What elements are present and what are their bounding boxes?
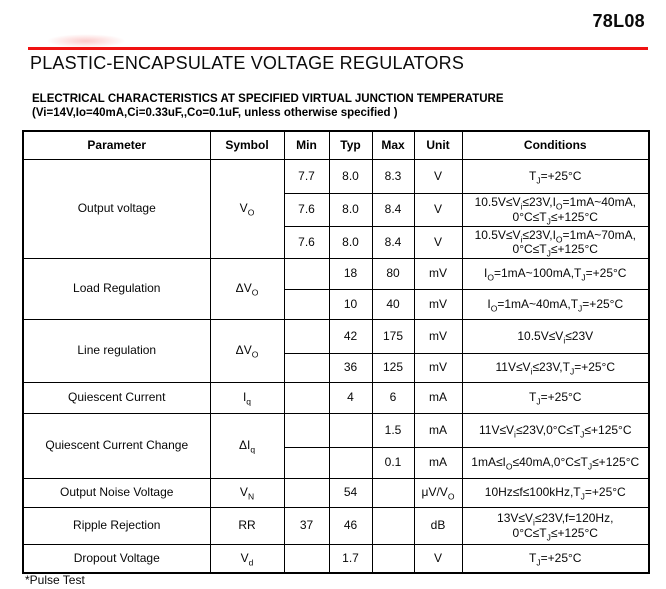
cell-conditions: $I_O=1mA\sim 100mA,T_J=+25^\circ C$ (462, 258, 649, 289)
cell-symbol: $\Delta V_O$ (210, 258, 284, 319)
table-row (23, 544, 649, 573)
cell-conditions: $1mA\le I_O\le 40mA,0^\circ C\le T_J\le+125^\circ C$ (462, 447, 649, 478)
cell-unit: mV (414, 258, 462, 289)
cell-min (284, 382, 329, 413)
table-row (23, 478, 649, 507)
col-header-unit: Unit (414, 131, 462, 159)
col-header-parameter: Parameter (23, 131, 210, 159)
cell-typ: 18 (329, 258, 372, 289)
cell-min (284, 447, 329, 478)
cell-conditions: $T_J=+25^\circ C$ (462, 382, 649, 413)
table-row (23, 319, 649, 353)
cell-typ (329, 413, 372, 447)
cell-parameter: Output voltage (23, 159, 210, 258)
cell-unit: V (414, 544, 462, 573)
cell-min (284, 319, 329, 353)
cell-min (284, 289, 329, 319)
cell-min (284, 413, 329, 447)
cell-conditions: $11V\le V_i\le 23V,T_J=+25^\circ C$ (462, 353, 649, 382)
header-divider-line (28, 47, 648, 50)
cell-max: 6 (372, 382, 414, 413)
cell-symbol: $V_d$ (210, 544, 284, 573)
cell-parameter: Quiescent Current Change (23, 413, 210, 478)
cell-unit: dB (414, 507, 462, 544)
cell-unit: V (414, 226, 462, 258)
table-header-row (23, 131, 649, 159)
table-row (23, 159, 649, 193)
col-header-symbol: Symbol (210, 131, 284, 159)
cell-unit: $\mu V/V_O$ (414, 478, 462, 507)
col-header-max: Max (372, 131, 414, 159)
cell-min (284, 258, 329, 289)
cell-min: 7.6 (284, 193, 329, 226)
cell-max: 8.4 (372, 193, 414, 226)
cell-max (372, 507, 414, 544)
cell-unit: mA (414, 447, 462, 478)
cell-conditions: $T_J=+25^\circ C$ (462, 159, 649, 193)
cell-conditions: $13V\le V_i\le 23V,f=120Hz$, $0^\circ C\le T_J\le+125^\circ C$ (462, 507, 649, 544)
table-title-line2: (Vi=14V,Io=40mA,Ci=0.33uF,,Co=0.1uF, unless otherwise specified ) (32, 106, 398, 119)
cell-symbol: $V_O$ (210, 159, 284, 258)
part-number: 78L08 (592, 11, 645, 31)
cell-unit: mV (414, 353, 462, 382)
col-header-typ: Typ (329, 131, 372, 159)
cell-typ: 1.7 (329, 544, 372, 573)
cell-parameter: Output Noise Voltage (23, 478, 210, 507)
col-header-min: Min (284, 131, 329, 159)
cell-typ: 8.0 (329, 159, 372, 193)
page-title: PLASTIC-ENCAPSULATE VOLTAGE REGULATORS (30, 53, 465, 73)
cell-min: 7.6 (284, 226, 329, 258)
cell-unit: mV (414, 289, 462, 319)
cell-conditions: $10.5V\le V_i\le 23V,I_O=1mA\sim 40mA$, $0^\circ C\le T_J\le+125^\circ C$ (462, 193, 649, 226)
cell-min (284, 478, 329, 507)
cell-max: 80 (372, 258, 414, 289)
cell-typ: 54 (329, 478, 372, 507)
table-title-line1: ELECTRICAL CHARACTERISTICS AT SPECIFIED VIRTUAL JUNCTION TEMPERATURE (32, 93, 504, 105)
table-title (32, 93, 504, 120)
cell-unit: V (414, 159, 462, 193)
cell-typ: 8.0 (329, 226, 372, 258)
cell-min: 7.7 (284, 159, 329, 193)
faded-logo (46, 34, 126, 48)
cell-unit: mV (414, 319, 462, 353)
cell-typ: 36 (329, 353, 372, 382)
cell-parameter: Quiescent Current (23, 382, 210, 413)
cell-unit: mA (414, 382, 462, 413)
cell-max (372, 478, 414, 507)
cell-symbol: $I_q$ (210, 382, 284, 413)
cell-parameter: Line regulation (23, 319, 210, 382)
cell-conditions: $I_O=1mA\sim 40mA,T_J=+25^\circ C$ (462, 289, 649, 319)
col-header-conditions: Conditions (462, 131, 649, 159)
cell-typ (329, 447, 372, 478)
cell-conditions: $T_J=+25^\circ C$ (462, 544, 649, 573)
cell-min (284, 353, 329, 382)
table-row (23, 258, 649, 289)
cell-typ: 4 (329, 382, 372, 413)
cell-typ: 8.0 (329, 193, 372, 226)
cell-parameter: Dropout Voltage (23, 544, 210, 573)
cell-parameter: Ripple Rejection (23, 507, 210, 544)
cell-conditions: $10.5V\le V_i\le 23V,I_O=1mA\sim 70mA$, $0^\circ C\le T_J\le+125^\circ C$ (462, 226, 649, 258)
cell-unit: V (414, 193, 462, 226)
cell-max: 1.5 (372, 413, 414, 447)
cell-symbol: $\Delta I_q$ (210, 413, 284, 478)
cell-max: 125 (372, 353, 414, 382)
table-row (23, 382, 649, 413)
cell-typ: 42 (329, 319, 372, 353)
cell-conditions: $10Hz\le f\le 100kHz,T_J=+25^\circ C$ (462, 478, 649, 507)
cell-unit: mA (414, 413, 462, 447)
cell-symbol: $\Delta V_O$ (210, 319, 284, 382)
cell-symbol: RR (210, 507, 284, 544)
cell-max: 8.3 (372, 159, 414, 193)
cell-max: 175 (372, 319, 414, 353)
cell-min (284, 544, 329, 573)
cell-max: 40 (372, 289, 414, 319)
table-row (23, 413, 649, 447)
electrical-characteristics-table (22, 130, 650, 574)
cell-conditions: $11V\le V_i\le 23V,0^\circ C\le T_J\le+125^\circ C$ (462, 413, 649, 447)
table-row (23, 507, 649, 544)
cell-typ: 10 (329, 289, 372, 319)
cell-min: 37 (284, 507, 329, 544)
cell-max (372, 544, 414, 573)
cell-parameter: Load Regulation (23, 258, 210, 319)
cell-typ: 46 (329, 507, 372, 544)
cell-conditions: $10.5V\le V_i\le 23V$ (462, 319, 649, 353)
cell-max: 0.1 (372, 447, 414, 478)
footnote: *Pulse Test (25, 573, 85, 587)
cell-symbol: $V_N$ (210, 478, 284, 507)
cell-max: 8.4 (372, 226, 414, 258)
